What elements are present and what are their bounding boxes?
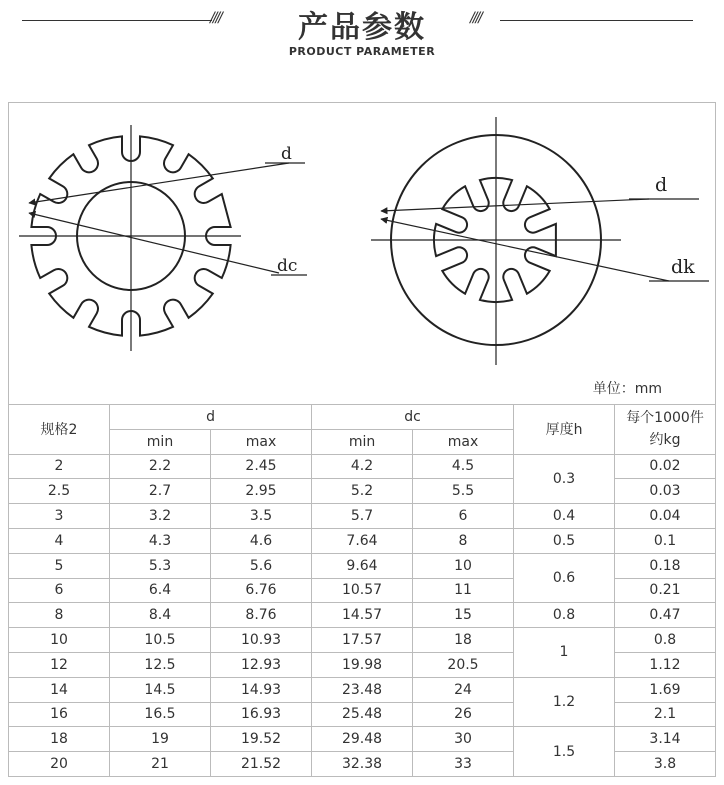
header-weight-line1: 每个1000件 — [626, 410, 704, 427]
cell-d-max: 3.5 — [211, 504, 312, 529]
page-subtitle: PRODUCT PARAMETER — [288, 45, 436, 58]
table-row — [9, 677, 716, 702]
diagram-panel — [8, 102, 716, 405]
cell-d-max: 14.93 — [211, 677, 312, 702]
cell-weight: 0.03 — [615, 479, 716, 504]
header-d: d — [110, 405, 312, 430]
cell-dc-min: 29.48 — [312, 727, 413, 752]
cell-d-min: 3.2 — [110, 504, 211, 529]
header-d-min: min — [110, 429, 211, 454]
header-weight-line2: 约kg — [649, 432, 681, 449]
cell-dc-max: 18 — [413, 628, 514, 653]
cell-d-min: 12.5 — [110, 652, 211, 677]
cell-d-min: 6.4 — [110, 578, 211, 603]
cell-weight: 3.8 — [615, 752, 716, 777]
cell-d-max: 4.6 — [211, 528, 312, 553]
cell-weight: 2.1 — [615, 702, 716, 727]
cell-thickness: 0.5 — [514, 528, 615, 553]
cell-d-min: 16.5 — [110, 702, 211, 727]
table-row — [9, 504, 716, 529]
cell-weight: 0.47 — [615, 603, 716, 628]
cell-weight: 0.02 — [615, 454, 716, 479]
cell-spec: 14 — [9, 677, 110, 702]
cell-spec: 2.5 — [9, 479, 110, 504]
cell-dc-max: 20.5 — [413, 652, 514, 677]
cell-dc-min: 9.64 — [312, 553, 413, 578]
cell-dc-max: 15 — [413, 603, 514, 628]
cell-dc-max: 33 — [413, 752, 514, 777]
cell-d-max: 8.76 — [211, 603, 312, 628]
cell-dc-max: 11 — [413, 578, 514, 603]
cell-weight: 0.21 — [615, 578, 716, 603]
header-left-slashes: //// — [210, 10, 221, 26]
header-right-slashes: //// — [470, 10, 481, 26]
cell-spec: 3 — [9, 504, 110, 529]
cell-spec: 12 — [9, 652, 110, 677]
cell-d-max: 21.52 — [211, 752, 312, 777]
cell-spec: 10 — [9, 628, 110, 653]
header-d-max: max — [211, 429, 312, 454]
header-spec: 规格2 — [9, 405, 110, 455]
cell-spec: 5 — [9, 553, 110, 578]
cell-weight: 0.18 — [615, 553, 716, 578]
cell-thickness: 1 — [514, 628, 615, 678]
cell-weight: 0.1 — [615, 528, 716, 553]
cell-dc-min: 5.7 — [312, 504, 413, 529]
right-label-d: d — [655, 174, 668, 196]
cell-d-max: 19.52 — [211, 727, 312, 752]
cell-d-min: 21 — [110, 752, 211, 777]
cell-d-min: 19 — [110, 727, 211, 752]
header-dc: dc — [312, 405, 514, 430]
cell-dc-min: 5.2 — [312, 479, 413, 504]
table-row — [9, 553, 716, 578]
table-header-row — [9, 405, 716, 430]
cell-spec: 20 — [9, 752, 110, 777]
cell-thickness: 0.6 — [514, 553, 615, 603]
right-label-dk: dk — [671, 256, 695, 278]
cell-dc-min: 19.98 — [312, 652, 413, 677]
cell-d-min: 5.3 — [110, 553, 211, 578]
cell-d-min: 10.5 — [110, 628, 211, 653]
cell-dc-min: 14.57 — [312, 603, 413, 628]
cell-d-min: 2.2 — [110, 454, 211, 479]
cell-d-min: 4.3 — [110, 528, 211, 553]
table-row — [9, 603, 716, 628]
cell-thickness: 0.3 — [514, 454, 615, 504]
cell-thickness: 0.8 — [514, 603, 615, 628]
page-header — [0, 0, 724, 80]
page-title: 产品参数 — [298, 10, 426, 45]
cell-d-max: 6.76 — [211, 578, 312, 603]
washer-diagrams — [9, 103, 715, 405]
cell-d-min: 14.5 — [110, 677, 211, 702]
cell-spec: 6 — [9, 578, 110, 603]
cell-weight: 0.04 — [615, 504, 716, 529]
table-row — [9, 528, 716, 553]
table-row — [9, 628, 716, 653]
cell-dc-max: 10 — [413, 553, 514, 578]
cell-d-min: 2.7 — [110, 479, 211, 504]
cell-d-max: 10.93 — [211, 628, 312, 653]
cell-dc-min: 4.2 — [312, 454, 413, 479]
cell-weight: 1.12 — [615, 652, 716, 677]
header-dc-max: max — [413, 429, 514, 454]
table-row — [9, 727, 716, 752]
cell-dc-max: 30 — [413, 727, 514, 752]
cell-thickness: 0.4 — [514, 504, 615, 529]
spec-table — [8, 404, 716, 777]
cell-dc-max: 26 — [413, 702, 514, 727]
cell-thickness: 1.5 — [514, 727, 615, 777]
cell-d-max: 12.93 — [211, 652, 312, 677]
cell-dc-min: 17.57 — [312, 628, 413, 653]
cell-dc-min: 23.48 — [312, 677, 413, 702]
unit-label: 单位：mm — [592, 381, 662, 397]
cell-dc-max: 8 — [413, 528, 514, 553]
cell-dc-min: 7.64 — [312, 528, 413, 553]
cell-dc-min: 32.38 — [312, 752, 413, 777]
cell-dc-max: 5.5 — [413, 479, 514, 504]
cell-weight: 1.69 — [615, 677, 716, 702]
cell-d-max: 2.45 — [211, 454, 312, 479]
header-weight — [615, 405, 716, 455]
cell-spec: 16 — [9, 702, 110, 727]
cell-dc-max: 4.5 — [413, 454, 514, 479]
cell-spec: 8 — [9, 603, 110, 628]
cell-dc-min: 10.57 — [312, 578, 413, 603]
cell-dc-max: 6 — [413, 504, 514, 529]
left-label-dc: dc — [277, 256, 298, 276]
cell-d-max: 16.93 — [211, 702, 312, 727]
cell-d-max: 2.95 — [211, 479, 312, 504]
header-dc-min: min — [312, 429, 413, 454]
header-thickness: 厚度h — [514, 405, 615, 455]
cell-thickness: 1.2 — [514, 677, 615, 727]
cell-weight: 0.8 — [615, 628, 716, 653]
cell-d-min: 8.4 — [110, 603, 211, 628]
cell-spec: 2 — [9, 454, 110, 479]
cell-dc-min: 25.48 — [312, 702, 413, 727]
header-right-line — [500, 20, 693, 21]
cell-spec: 18 — [9, 727, 110, 752]
left-label-d: d — [281, 144, 292, 164]
cell-weight: 3.14 — [615, 727, 716, 752]
cell-spec: 4 — [9, 528, 110, 553]
table-row — [9, 454, 716, 479]
cell-d-max: 5.6 — [211, 553, 312, 578]
cell-dc-max: 24 — [413, 677, 514, 702]
